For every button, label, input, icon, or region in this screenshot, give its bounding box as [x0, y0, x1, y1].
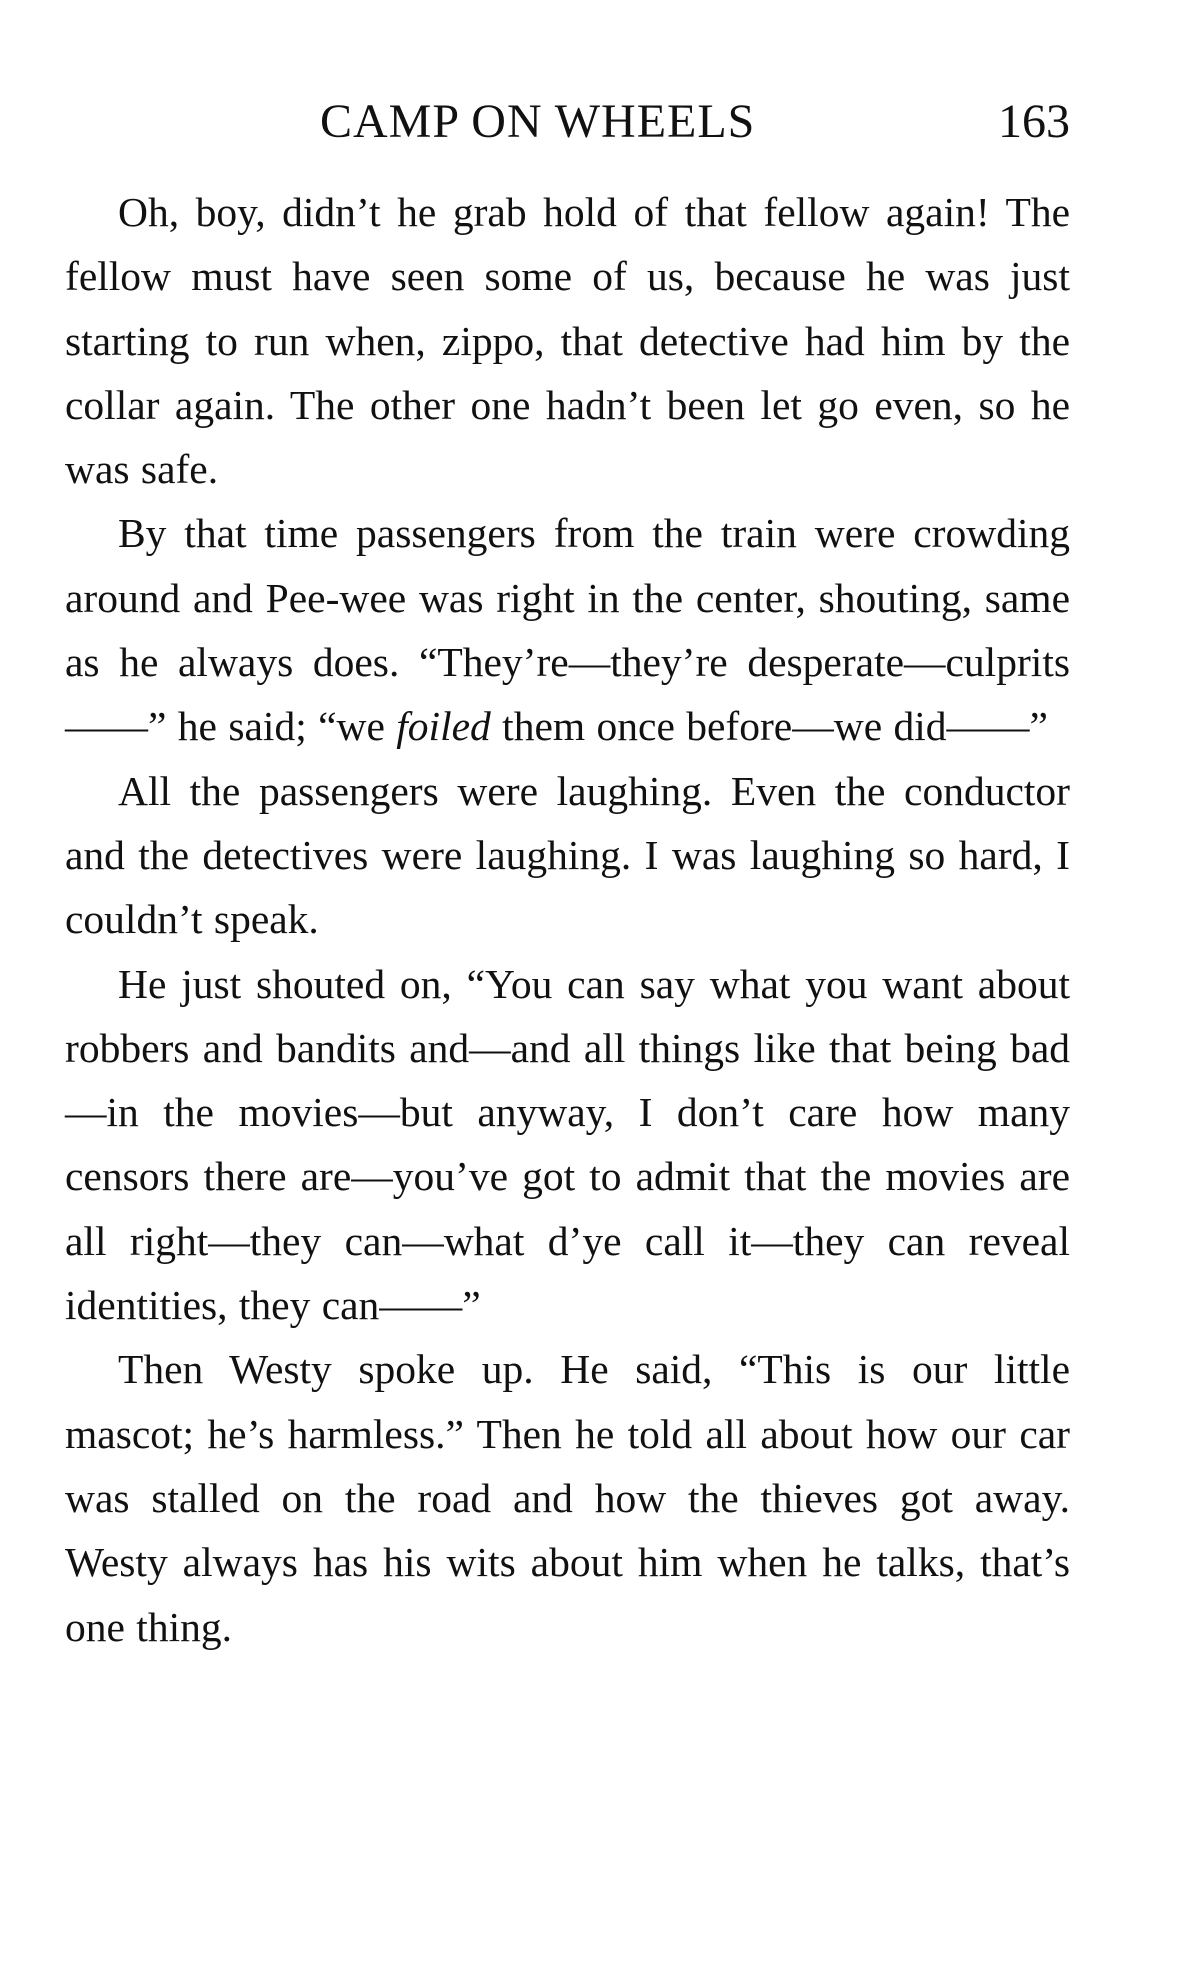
page-number: 163: [998, 95, 1070, 148]
paragraph-4: He just shouted on, “You can say what you want about robbers and bandits and—and all things like that being bad—in the movies—but anyway, I don’t care how many censors there are—you’ve got to admit that the movies are all right—they can—what d’ye call it—they can reveal identities, they can——”: [65, 960, 1070, 1329]
paragraph-2: [65, 501, 1070, 758]
paragraph-1: Oh, boy, didn’t he grab hold of that fellow again! The fellow must have seen some of us, because he was just starting to run when, zippo, that detective had him by the collar again. The other one hadn’t been let go even, so he was safe.: [65, 189, 1070, 493]
paragraph-5: Then Westy spoke up. He said, “This is our little mascot; he’s harmless.” Then he told all about how our car was stalled on the road and how the thieves got away. Westy always has his wits about him when he talks, that’s one thing.: [65, 1346, 1070, 1650]
body-text: [65, 180, 1070, 1659]
paragraph-2-italic: foiled: [396, 703, 491, 750]
running-head: [65, 92, 1070, 152]
running-head-title: CAMP ON WHEELS: [320, 95, 756, 148]
paragraph-2-text-b: them once before—we did——”: [490, 703, 1048, 750]
paragraph-2-text-a: By that time passengers from the train were crowding around and Pee-wee was right in the center, shouting, same as he always does. “They’re—they’re desperate—culprits——” he said; “we: [65, 510, 1070, 750]
paragraph-3: All the passengers were laughing. Even the conductor and the detectives were laughing. I was laughing so hard, I couldn’t speak.: [65, 767, 1070, 943]
